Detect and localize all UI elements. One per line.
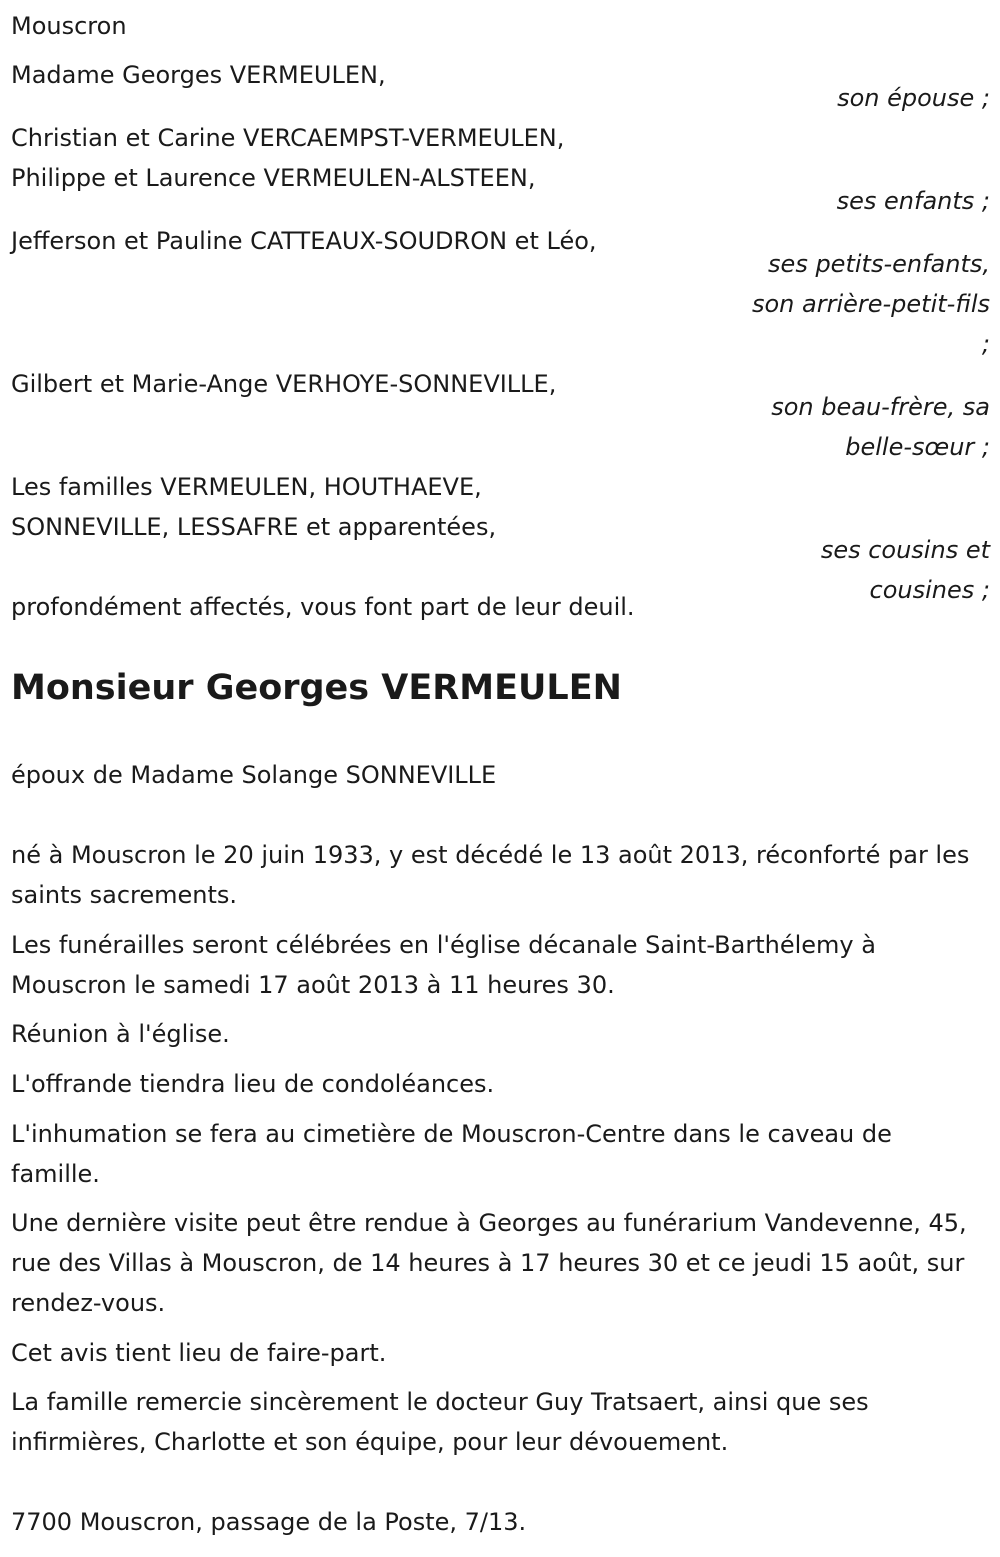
visit-paragraph: Une dernière visite peut être rendue à Georges au funérarium Vandevenne, 45, rue des Villas à Mouscron, de 14 heures à 17 heures 30 et ce jeudi 15 août, sur rendez-vous. [11,1209,967,1317]
birth-death-paragraph: né à Mouscron le 20 juin 1933, y est décédé le 13 août 2013, réconforté par les saints sacrements. [11,841,970,909]
family-role: son épouse ; [837,84,990,112]
family-role: son arrière-petit-fils [751,290,990,318]
family-role: ; [981,330,990,358]
family-role: cousines ; [869,576,990,604]
thanks-paragraph: La famille remercie sincèrement le docteur Guy Tratsaert, ainsi que ses infirmières, Charlotte et son équipe, pour leur dévouement. [11,1388,869,1456]
burial-paragraph: L'inhumation se fera au cimetière de Mouscron-Centre dans le caveau de famille. [11,1120,892,1188]
city-heading: Mouscron [11,12,127,40]
family-name-line: Jefferson et Pauline CATTEAUX-SOUDRON et Léo, [11,227,597,255]
notice-paragraph: Cet avis tient lieu de faire-part. [11,1339,387,1367]
family-role: ses petits-enfants, [768,250,990,278]
family-name-line: Christian et Carine VERCAEMPST-VERMEULEN, [11,124,565,152]
family-role: belle-sœur ; [845,433,990,461]
announcement-text: profondément affectés, vous font part de leur deuil. [11,593,635,621]
funeral-paragraph: Les funérailles seront célébrées en l'église décanale Saint-Barthélemy à Mouscron le samedi 17 août 2013 à 11 heures 30. [11,931,876,999]
family-role: ses cousins et [820,536,990,564]
family-name-line: Philippe et Laurence VERMEULEN-ALSTEEN, [11,164,536,192]
family-name-line: Gilbert et Marie-Ange VERHOYE-SONNEVILLE, [11,370,557,398]
family-role: ses enfants ; [836,187,990,215]
family-role: son beau-frère, sa [771,393,990,421]
family-name-line: SONNEVILLE, LESSAFRE et apparentées, [11,513,497,541]
address-line: 7700 Mouscron, passage de la Poste, 7/13. [11,1508,527,1536]
offering-paragraph: L'offrande tiendra lieu de condoléances. [11,1070,495,1098]
deceased-name: Monsieur Georges VERMEULEN [11,668,622,708]
meeting-paragraph: Réunion à l'église. [11,1020,230,1048]
spouse-line: époux de Madame Solange SONNEVILLE [11,761,497,789]
family-name-line: Madame Georges VERMEULEN, [11,61,386,89]
family-name-line: Les familles VERMEULEN, HOUTHAEVE, [11,473,482,501]
